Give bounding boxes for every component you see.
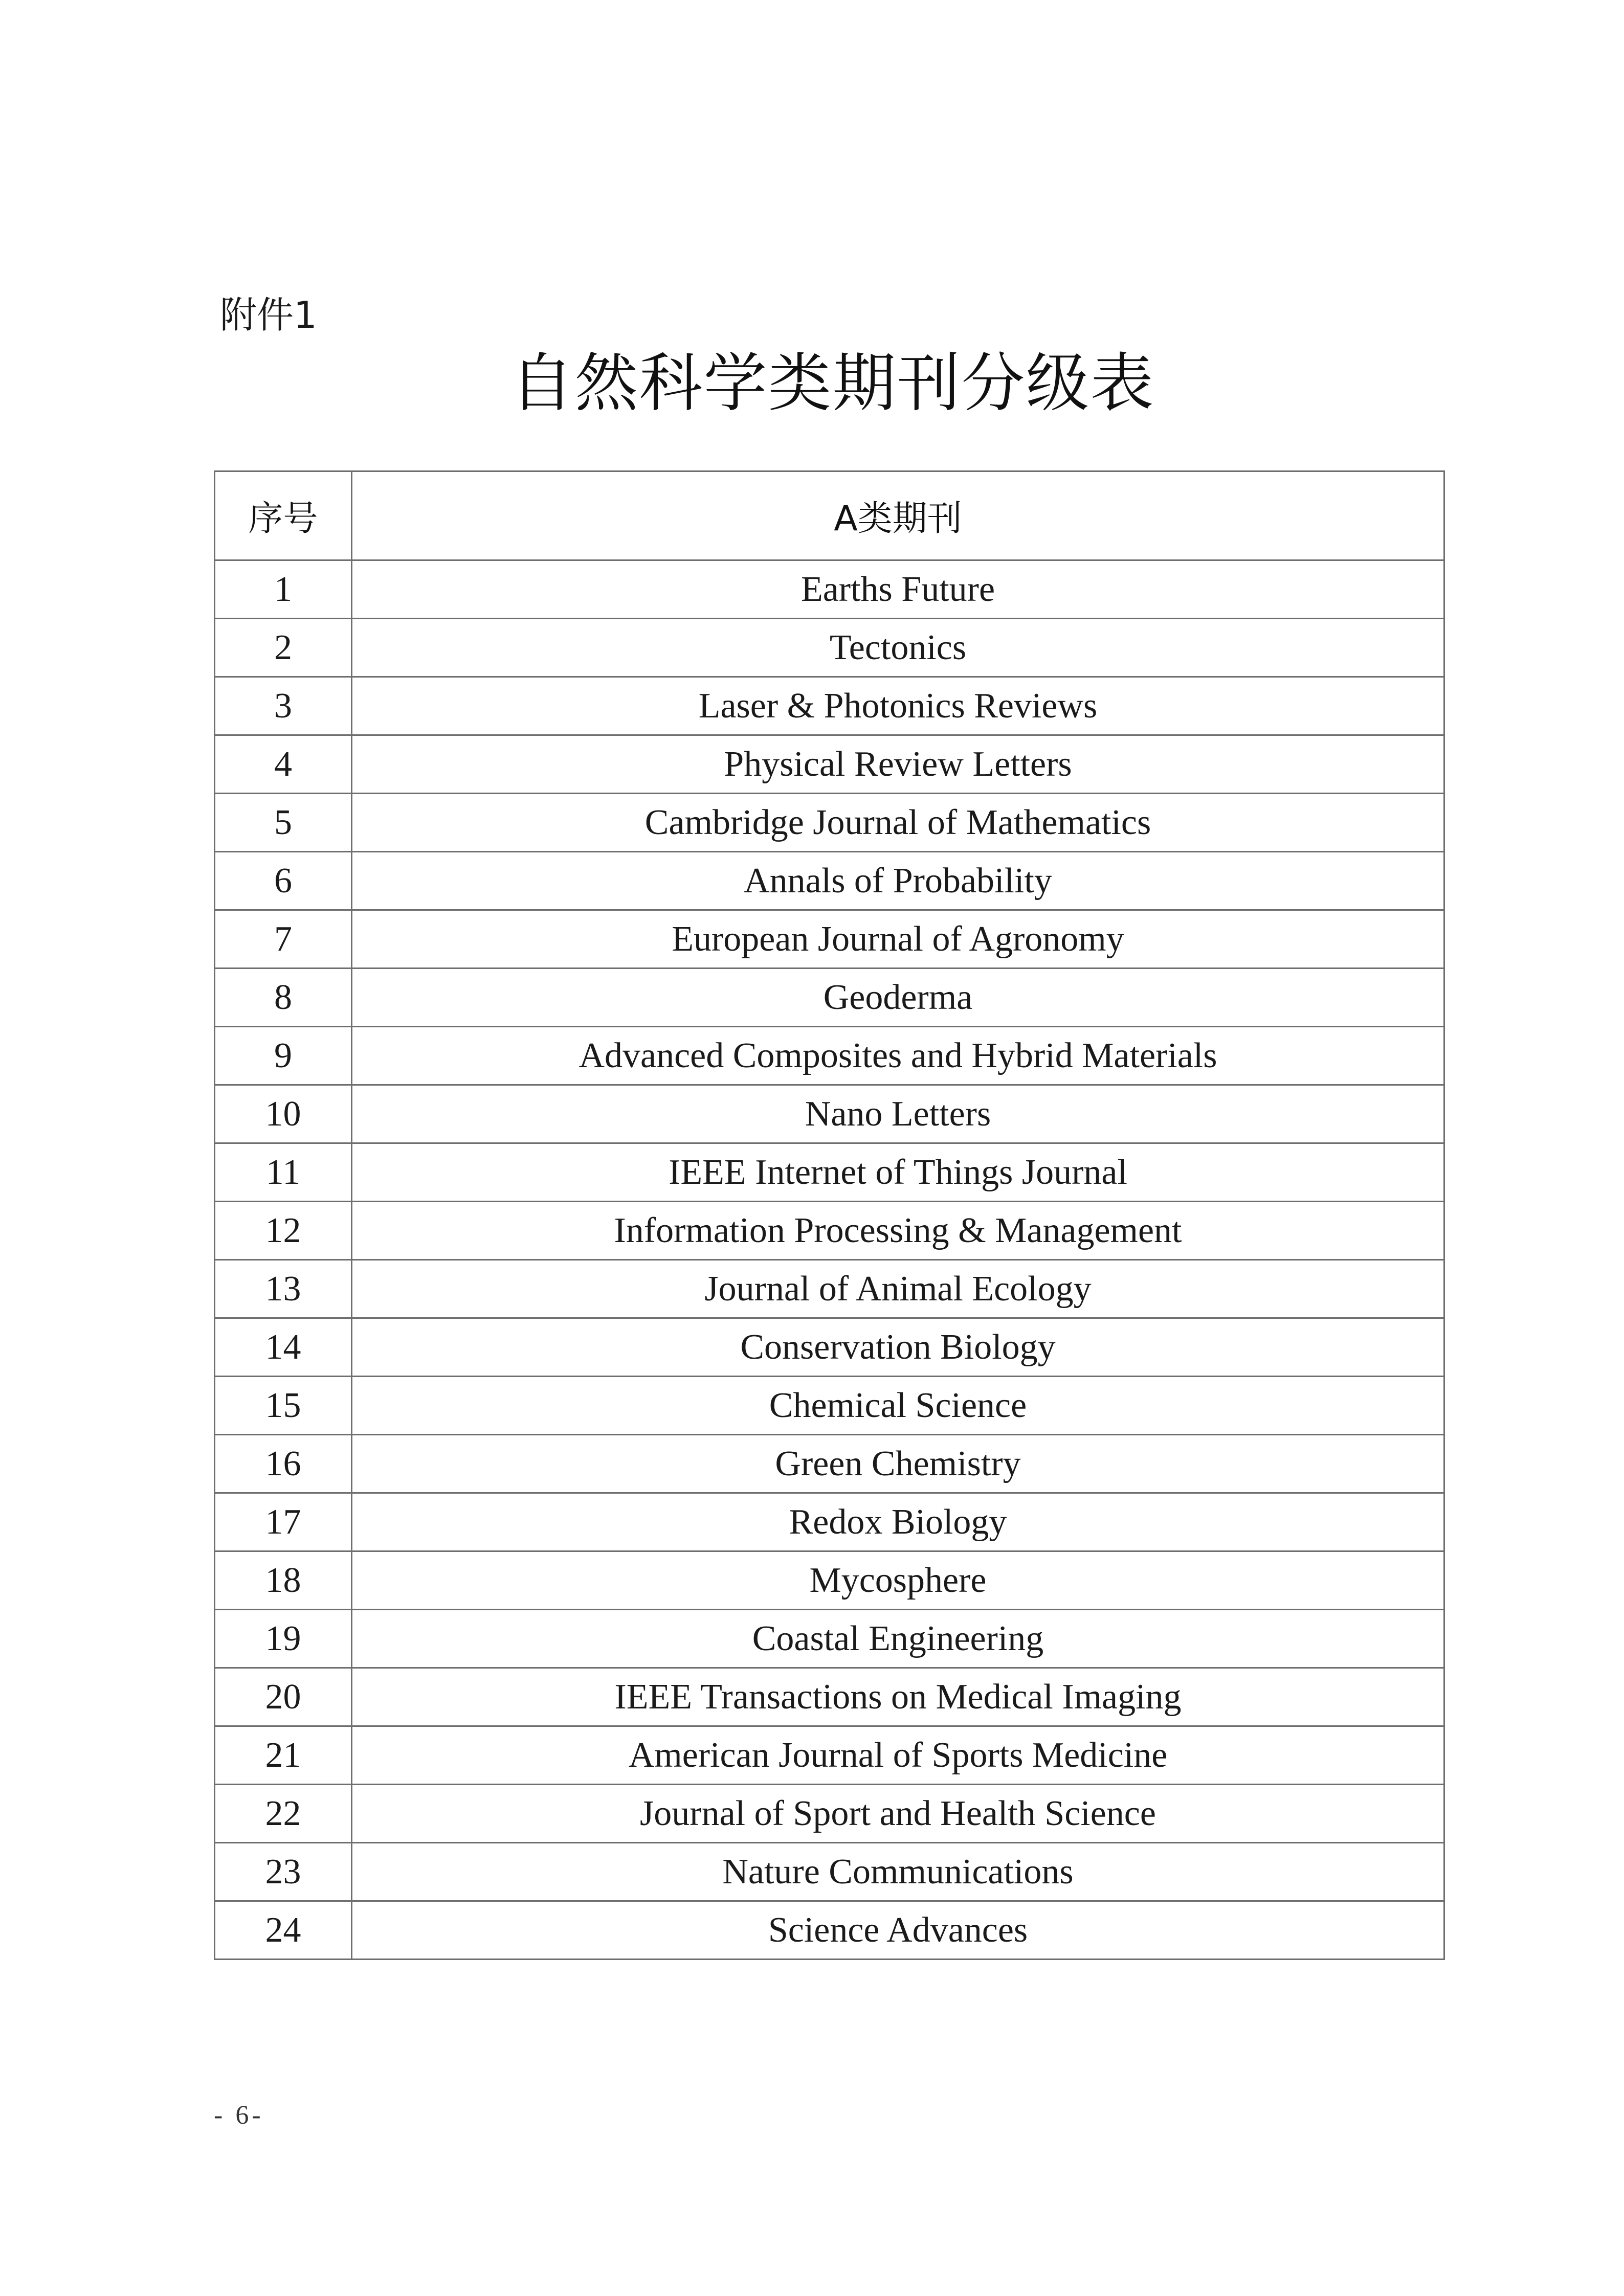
- row-index: 20: [215, 1668, 352, 1726]
- row-journal-name: Science Advances: [352, 1901, 1444, 1960]
- row-journal-name: Information Processing & Management: [352, 1202, 1444, 1260]
- row-journal-name: Journal of Sport and Health Science: [352, 1785, 1444, 1843]
- table-row: [215, 1726, 1444, 1785]
- row-index: 23: [215, 1843, 352, 1901]
- table-row: [215, 969, 1444, 1027]
- row-journal-name: Conservation Biology: [352, 1318, 1444, 1377]
- row-journal-name: Nature Communications: [352, 1843, 1444, 1901]
- row-journal-name: Annals of Probability: [352, 852, 1444, 910]
- row-journal-name: Physical Review Letters: [352, 735, 1444, 794]
- table-header: [215, 471, 1444, 560]
- row-index: 8: [215, 969, 352, 1027]
- row-index: 19: [215, 1610, 352, 1668]
- row-journal-name: Green Chemistry: [352, 1435, 1444, 1493]
- row-index: 7: [215, 910, 352, 969]
- table-row: [215, 1143, 1444, 1202]
- row-index: 5: [215, 794, 352, 852]
- row-index: 10: [215, 1085, 352, 1143]
- row-index: 15: [215, 1377, 352, 1435]
- row-journal-name: Coastal Engineering: [352, 1610, 1444, 1668]
- row-journal-name: Journal of Animal Ecology: [352, 1260, 1444, 1318]
- table-row: [215, 1843, 1444, 1901]
- row-journal-name: Cambridge Journal of Mathematics: [352, 794, 1444, 852]
- table-row: [215, 1435, 1444, 1493]
- row-journal-name: Chemical Science: [352, 1377, 1444, 1435]
- header-index: 序号: [215, 471, 352, 560]
- row-index: 11: [215, 1143, 352, 1202]
- table-body: [215, 560, 1444, 1960]
- table-row: [215, 1901, 1444, 1960]
- row-index: 1: [215, 560, 352, 619]
- page-title: 自然科学类期刊分级表: [510, 347, 1155, 420]
- page-number: - 6-: [214, 2101, 264, 2130]
- row-index: 9: [215, 1027, 352, 1085]
- row-index: 14: [215, 1318, 352, 1377]
- row-index: 12: [215, 1202, 352, 1260]
- row-journal-name: Redox Biology: [352, 1493, 1444, 1551]
- attachment-label: 附件1: [220, 294, 317, 336]
- row-journal-name: Tectonics: [352, 619, 1444, 677]
- header-journal: A类期刊: [352, 471, 1444, 560]
- row-index: 24: [215, 1901, 352, 1960]
- row-index: 18: [215, 1551, 352, 1610]
- row-journal-name: IEEE Internet of Things Journal: [352, 1143, 1444, 1202]
- row-journal-name: American Journal of Sports Medicine: [352, 1726, 1444, 1785]
- row-index: 21: [215, 1726, 352, 1785]
- row-index: 22: [215, 1785, 352, 1843]
- table-row: [215, 1085, 1444, 1143]
- row-journal-name: Nano Letters: [352, 1085, 1444, 1143]
- table-row: [215, 1493, 1444, 1551]
- table-header-row: [215, 471, 1444, 560]
- table-row: [215, 735, 1444, 794]
- row-journal-name: Laser & Photonics Reviews: [352, 677, 1444, 735]
- table-row: [215, 1202, 1444, 1260]
- table-row: [215, 1668, 1444, 1726]
- row-index: 3: [215, 677, 352, 735]
- row-journal-name: IEEE Transactions on Medical Imaging: [352, 1668, 1444, 1726]
- table-row: [215, 1610, 1444, 1668]
- row-index: 6: [215, 852, 352, 910]
- row-index: 16: [215, 1435, 352, 1493]
- table-row: [215, 619, 1444, 677]
- table-row: [215, 560, 1444, 619]
- table-row: [215, 1027, 1444, 1085]
- table-row: [215, 1377, 1444, 1435]
- table-row: [215, 852, 1444, 910]
- table-row: [215, 1551, 1444, 1610]
- table-row: [215, 1318, 1444, 1377]
- row-journal-name: Earths Future: [352, 560, 1444, 619]
- row-journal-name: Mycosphere: [352, 1551, 1444, 1610]
- table-row: [215, 1260, 1444, 1318]
- row-index: 13: [215, 1260, 352, 1318]
- row-journal-name: Advanced Composites and Hybrid Materials: [352, 1027, 1444, 1085]
- row-index: 4: [215, 735, 352, 794]
- table-row: [215, 1785, 1444, 1843]
- journal-table: [214, 470, 1445, 1960]
- table-row: [215, 677, 1444, 735]
- table-row: [215, 794, 1444, 852]
- row-index: 17: [215, 1493, 352, 1551]
- row-index: 2: [215, 619, 352, 677]
- row-journal-name: Geoderma: [352, 969, 1444, 1027]
- row-journal-name: European Journal of Agronomy: [352, 910, 1444, 969]
- table-row: [215, 910, 1444, 969]
